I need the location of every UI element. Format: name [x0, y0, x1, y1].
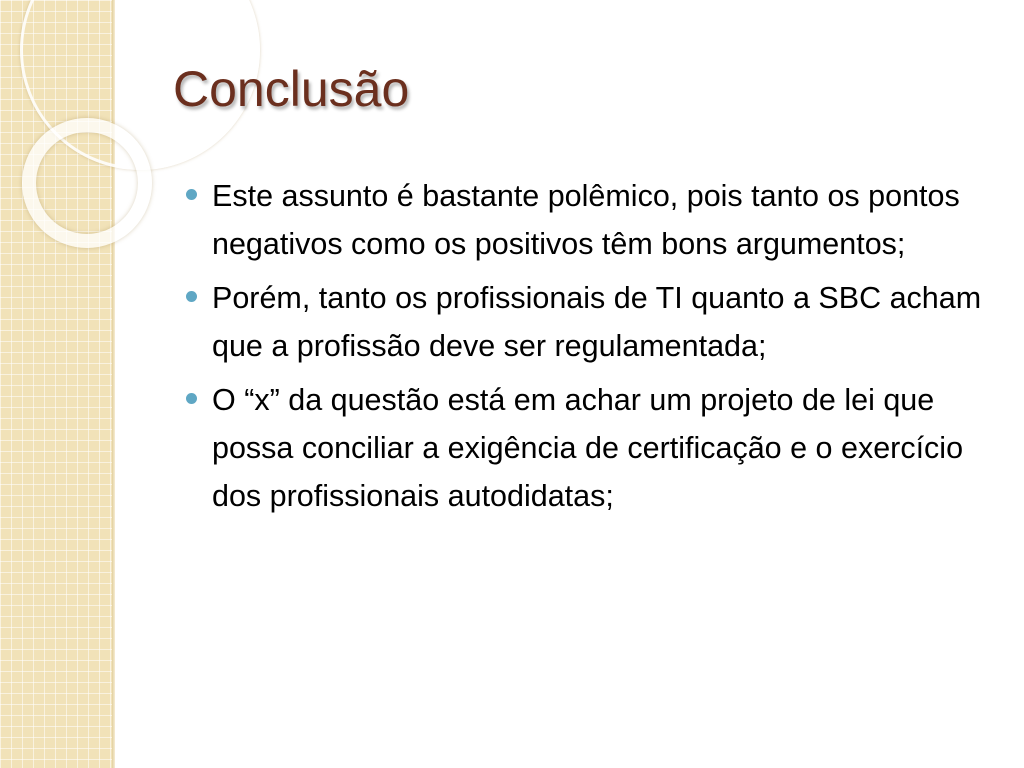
bullet-text: Porém, tanto os profissionais de TI quanto a SBC acham que a profissão deve ser regulamentada; — [212, 281, 982, 363]
bullet-item — [186, 376, 986, 520]
decorative-ring-small — [22, 118, 152, 248]
bullet-dot-icon — [186, 189, 197, 200]
bullet-text: O “x” da questão está em achar um projeto de lei que possa conciliar a exigência de certificação e o exercício dos profissionais autodidatas; — [212, 383, 964, 513]
bullet-dot-icon — [186, 393, 197, 404]
bullet-text: Este assunto é bastante polêmico, pois tanto os pontos negativos como os positivos têm bons argumentos; — [212, 179, 960, 261]
bullet-list — [186, 172, 986, 526]
bullet-item — [186, 172, 986, 268]
slide-title: Conclusão — [173, 61, 410, 117]
bullet-item — [186, 274, 986, 370]
bullet-dot-icon — [186, 291, 197, 302]
